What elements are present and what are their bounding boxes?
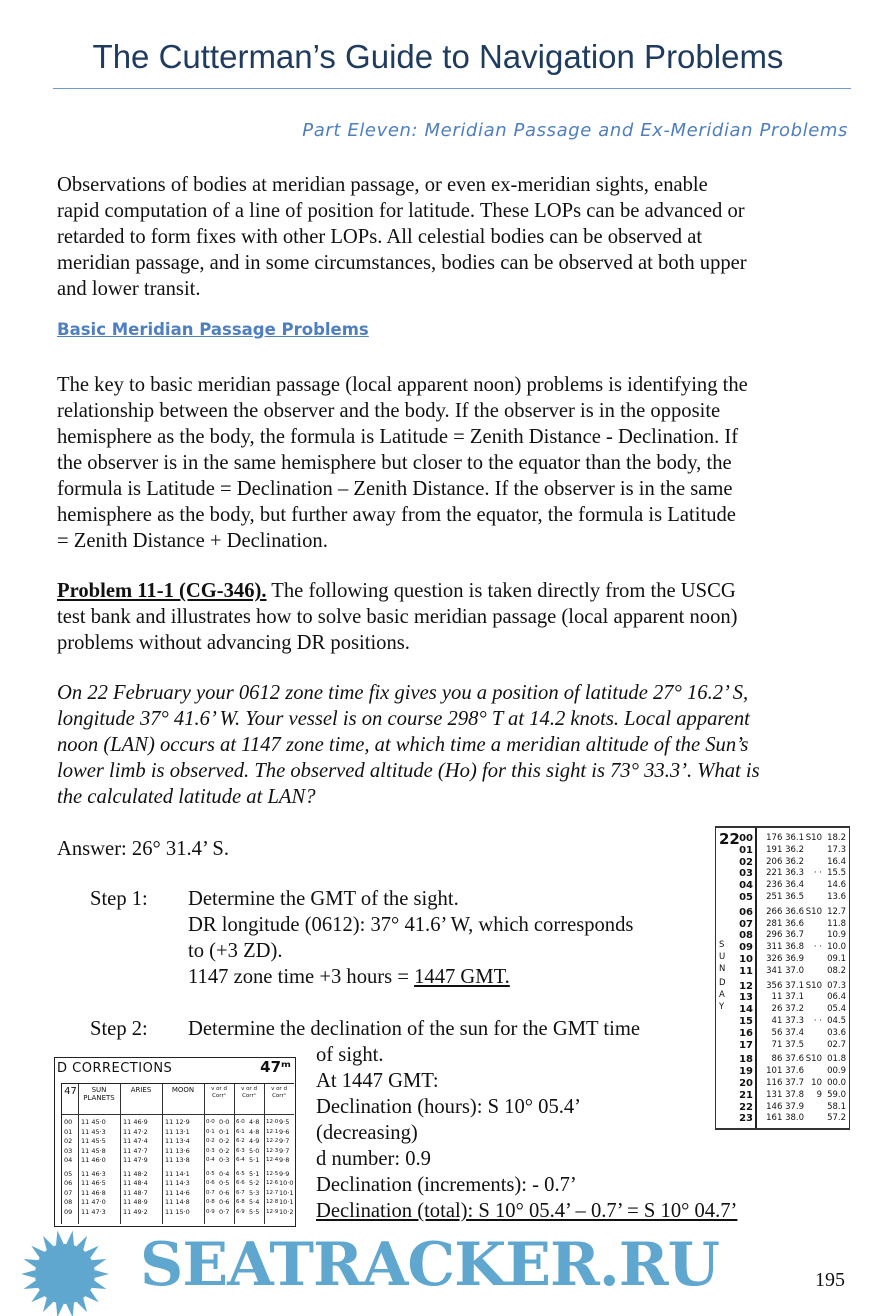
sun-ray — [56, 1303, 64, 1316]
almanac-row — [716, 1004, 849, 1015]
value: 5·1 — [249, 1169, 260, 1178]
almanac-row — [716, 845, 849, 856]
declination-value: 08.2 — [827, 965, 846, 976]
sun-ray — [92, 1281, 107, 1290]
gha-value: 131 37.8 — [766, 1089, 804, 1100]
sun-ray — [66, 1303, 74, 1316]
basic-paragraph — [57, 372, 748, 554]
dec-marker: S10 — [805, 980, 822, 991]
value: 12·0 — [266, 1119, 279, 1125]
almanac-row — [716, 1102, 849, 1113]
value: 0·7 — [206, 1189, 215, 1196]
column-header: 47 — [64, 1086, 77, 1097]
hour: 00 — [739, 833, 753, 844]
declination-value: 12.7 — [827, 906, 846, 917]
value: 0·0 — [219, 1118, 230, 1126]
step1-line: Determine the GMT of the sight. — [188, 888, 459, 910]
sun-ray — [21, 1270, 35, 1278]
day-letter: D — [719, 978, 726, 989]
gha-value: 311 36.8 — [766, 942, 804, 953]
value: 0·2 — [219, 1146, 230, 1155]
question-line: On 22 February your 0612 zone time fix gives you a position of latitude 27° 16.2’ S, — [57, 682, 749, 704]
almanac-row — [716, 1054, 849, 1065]
value: 11 13·6 — [165, 1146, 190, 1155]
value: 12·2 — [266, 1138, 279, 1144]
value: 6·5 — [236, 1170, 245, 1177]
dec-marker: · · — [813, 1016, 822, 1026]
declination-value: 02.7 — [827, 1039, 846, 1050]
increments-corrections-table — [54, 1057, 296, 1227]
gha-value: 161 38.0 — [766, 1113, 804, 1124]
value: 9·7 — [279, 1137, 290, 1145]
value: 10·0 — [279, 1179, 294, 1187]
value: 11 47·0 — [81, 1198, 106, 1206]
value: 12·7 — [266, 1189, 279, 1196]
sun-logo-icon — [0, 1228, 140, 1316]
value: 12·6 — [266, 1180, 279, 1186]
hour: 01 — [739, 844, 753, 856]
step2-first-line: Determine the declination of the sun for the GMT time — [188, 1018, 640, 1040]
value: 11 14·8 — [165, 1198, 190, 1206]
almanac-row — [716, 930, 849, 941]
part-subtitle: Part Eleven: Meridian Passage and Ex-Meridian Problems — [302, 120, 848, 141]
value: 0·8 — [206, 1199, 215, 1205]
corrections-row — [62, 1156, 294, 1165]
gha-value: 191 36.2 — [766, 844, 804, 855]
dec-marker: · · — [813, 942, 822, 953]
declination-value: 00.0 — [827, 1078, 846, 1088]
declination-value: 13.6 — [827, 892, 846, 902]
step1-body — [188, 886, 633, 964]
question-line: lower limb is observed. The observed altitude (Ho) for this sight is 73° 33.3’. What is — [57, 760, 760, 782]
declination-value: 14.6 — [827, 880, 846, 891]
sun-ray — [24, 1259, 39, 1268]
almanac-row — [716, 857, 849, 868]
section-heading: Basic Meridian Passage Problems — [57, 320, 369, 339]
corrections-row — [62, 1118, 294, 1127]
gha-value: 116 37.7 — [766, 1078, 804, 1088]
value: 11 46·9 — [123, 1118, 148, 1126]
value: 11 47·3 — [81, 1207, 106, 1216]
almanac-row — [716, 992, 849, 1003]
step1-line: DR longitude (0612): 37° 41.6’ W, which corresponds — [188, 914, 634, 936]
value: 0·2 — [206, 1138, 215, 1144]
hour: 02 — [739, 856, 753, 868]
dec-marker: S10 — [805, 833, 822, 843]
value: 0·1 — [206, 1128, 215, 1135]
value: 4·8 — [249, 1118, 260, 1126]
value: 10·1 — [279, 1198, 294, 1206]
gha-value: 11 37.1 — [771, 992, 804, 1003]
value: 11 14·3 — [165, 1179, 190, 1187]
value: 0·4 — [219, 1169, 230, 1178]
value: 6·7 — [236, 1189, 245, 1196]
declination-value: 15.5 — [827, 868, 846, 879]
question-line: longitude 37° 41.6’ W. Your vessel is on course 298° T at 14.2 knots. Local apparent — [57, 708, 750, 730]
value: 11 49·2 — [123, 1207, 148, 1216]
gha-value: 281 36.6 — [766, 918, 804, 929]
text-line: meridian passage, and in some circumstances, bodies can be observed at both upper — [57, 252, 747, 274]
sun-ray — [24, 1281, 39, 1290]
value: 9·5 — [279, 1118, 290, 1126]
hour: 09 — [739, 942, 753, 954]
text-line: rapid computation of a line of position for latitude. These LOPs can be advanced or — [57, 200, 745, 222]
value: 11 46·5 — [81, 1179, 106, 1187]
value: 11 46·0 — [81, 1156, 106, 1164]
gha-value: 41 37.3 — [771, 1016, 804, 1026]
value: 11 48·2 — [123, 1169, 148, 1178]
watermark-text: SEATRACKER.RU — [140, 1230, 719, 1300]
value: 11 45·3 — [81, 1127, 106, 1136]
seconds: 00 — [64, 1118, 73, 1126]
problem-text: The following question is taken directly from the USCG — [266, 580, 736, 602]
gha-value: 71 37.5 — [771, 1039, 804, 1050]
hour: 10 — [739, 954, 753, 965]
value: 0·6 — [206, 1180, 215, 1186]
seconds: 02 — [64, 1137, 73, 1145]
value: 0·4 — [206, 1157, 215, 1163]
seconds: 06 — [64, 1179, 73, 1187]
seconds: 04 — [64, 1156, 73, 1164]
hour: 11 — [739, 965, 753, 977]
corrections-row — [62, 1137, 294, 1146]
value: 9·9 — [279, 1169, 290, 1178]
declination-value: 09.1 — [827, 954, 846, 964]
almanac-row — [716, 1113, 849, 1124]
almanac-row — [716, 907, 849, 918]
gha-value: 176 36.1 — [766, 833, 804, 843]
gha-value: 251 36.5 — [766, 892, 804, 902]
column-header: v or d Corrⁿ — [241, 1086, 257, 1099]
text-line: the observer is in the same hemisphere but closer to the equator than the body, the — [57, 452, 732, 474]
gha-value: 236 36.4 — [766, 880, 804, 891]
problem-text: problems without advancing DR positions. — [57, 632, 410, 654]
hour: 20 — [739, 1078, 753, 1089]
value: 11 47·4 — [123, 1137, 148, 1145]
seconds: 03 — [64, 1146, 73, 1155]
almanac-row — [716, 1078, 849, 1089]
hour: 23 — [739, 1113, 753, 1125]
text-line: retarded to form fixes with other LOPs. All celestial bodies can be observed at — [57, 226, 703, 248]
almanac-row — [716, 1028, 849, 1039]
declination-value: 59.0 — [827, 1089, 846, 1100]
declination-value: 06.4 — [827, 992, 846, 1003]
hour: 14 — [739, 1004, 753, 1016]
value: 10·2 — [279, 1207, 294, 1216]
value: 6·2 — [236, 1138, 245, 1144]
declination-value: 03.6 — [827, 1027, 846, 1038]
step1-label: Step 1: — [90, 888, 148, 910]
column-header: ARIES — [130, 1086, 152, 1094]
corrections-grid — [61, 1083, 294, 1224]
almanac-sun-table — [715, 826, 850, 1130]
almanac-row — [716, 833, 849, 844]
value: 11 13·4 — [165, 1137, 190, 1145]
value: 11 12·9 — [165, 1118, 190, 1126]
value: 11 48·7 — [123, 1188, 148, 1197]
value: 5·2 — [249, 1179, 260, 1187]
dec-marker: S10 — [805, 906, 822, 917]
gha-value: 26 37.2 — [771, 1004, 804, 1015]
almanac-row — [716, 942, 849, 953]
dec-marker: S10 — [805, 1054, 822, 1065]
text-line: hemisphere as the body, the formula is Latitude = Zenith Distance - Declination. If — [57, 426, 739, 448]
corrections-row — [62, 1208, 294, 1217]
problem-question — [57, 680, 760, 810]
value: 6·1 — [236, 1128, 245, 1135]
value: 5·1 — [249, 1156, 260, 1164]
almanac-row — [716, 880, 849, 891]
question-line: the calculated latitude at LAN? — [57, 786, 316, 808]
value: 12·5 — [266, 1170, 279, 1177]
gha-value: 56 37.4 — [771, 1027, 804, 1038]
value: 11 45·0 — [81, 1118, 106, 1126]
value: 6·4 — [236, 1157, 245, 1163]
value: 0·5 — [206, 1170, 215, 1177]
gmt-calc: 1147 zone time +3 hours = — [188, 966, 415, 988]
value: 11 13·1 — [165, 1127, 190, 1136]
value: 5·0 — [249, 1146, 260, 1155]
hour: 03 — [739, 868, 753, 880]
dec-marker: · · — [813, 868, 822, 879]
column-header: SUN PLANETS — [83, 1086, 115, 1102]
sun-ray — [56, 1231, 64, 1246]
gha-value: 326 36.9 — [766, 954, 804, 964]
text-line: The key to basic meridian passage (local apparent noon) problems is identifying the — [57, 374, 748, 396]
hour: 12 — [739, 980, 753, 992]
text-line: hemisphere as the body, but further away from the equator, the formula is Latitude — [57, 504, 736, 526]
day-letter: N — [719, 963, 726, 974]
value: 0·6 — [219, 1188, 230, 1197]
value: 4·9 — [249, 1137, 260, 1145]
declination-value: 07.3 — [827, 980, 846, 991]
almanac-row — [716, 919, 849, 930]
gha-value: 296 36.7 — [766, 930, 804, 941]
gha-value: 146 37.9 — [766, 1101, 804, 1112]
value: 0·7 — [219, 1207, 230, 1216]
value: 4·8 — [249, 1127, 260, 1136]
question-line: noon (LAN) occurs at 1147 zone time, at which time a meridian altitude of the Sun’s — [57, 734, 749, 756]
value: 6·6 — [236, 1180, 245, 1186]
declination-value: 04.5 — [827, 1016, 846, 1026]
gha-value: 266 36.6 — [766, 906, 804, 917]
step2-line: At 1447 GMT: — [316, 1070, 439, 1092]
text-line: = Zenith Distance + Declination. — [57, 530, 328, 552]
hour: 07 — [739, 918, 753, 930]
almanac-row — [716, 1090, 849, 1101]
value: 11 45·5 — [81, 1137, 106, 1145]
value: 0·0 — [206, 1119, 215, 1125]
value: 11 46·3 — [81, 1169, 106, 1178]
value: 0·2 — [219, 1137, 230, 1145]
column-header: MOON — [171, 1086, 195, 1094]
value: 12·1 — [266, 1128, 279, 1135]
gmt-result: 1447 GMT. — [414, 966, 510, 988]
almanac-row — [716, 868, 849, 879]
almanac-row — [716, 892, 849, 903]
declination-value: 17.3 — [827, 844, 846, 855]
declination-value: 10.0 — [827, 942, 846, 953]
text-line: Observations of bodies at meridian passage, or even ex-meridian sights, enable — [57, 174, 708, 196]
gha-value: 86 37.6 — [771, 1054, 804, 1065]
declination-value: 57.2 — [827, 1113, 846, 1124]
problem-paragraph — [57, 578, 738, 656]
almanac-row — [716, 1066, 849, 1077]
value: 6·9 — [236, 1208, 245, 1215]
hour: 18 — [739, 1054, 753, 1066]
step2-line: Declination (increments): - 0.7’ — [316, 1174, 577, 1196]
value: 10·1 — [279, 1188, 294, 1197]
value: 0·1 — [219, 1127, 230, 1136]
corrections-row — [62, 1147, 294, 1156]
watermark — [0, 1228, 876, 1316]
value: 0·9 — [206, 1208, 215, 1215]
almanac-day-number: 22 — [719, 830, 740, 848]
dec-marker: 9 — [816, 1089, 822, 1100]
seconds: 09 — [64, 1207, 73, 1216]
day-letter: S — [719, 940, 725, 950]
corrections-row — [62, 1170, 294, 1179]
corrections-row — [62, 1179, 294, 1188]
seconds: 08 — [64, 1198, 73, 1206]
value: 9·8 — [279, 1156, 290, 1164]
step2-line: of sight. — [316, 1044, 384, 1066]
page-header-title: The Cutterman’s Guide to Navigation Problems — [92, 38, 784, 75]
column-header: v or d Corrⁿ — [211, 1086, 227, 1099]
value: 12·8 — [266, 1199, 279, 1205]
problem-text: test bank and illustrates how to solve basic meridian passage (local apparent noon) — [57, 606, 738, 628]
declination-value: 18.2 — [827, 833, 846, 843]
value: 11 13·8 — [165, 1156, 190, 1164]
step1-line: to (+3 ZD). — [188, 940, 283, 962]
value: 9·7 — [279, 1146, 290, 1155]
value: 12·3 — [266, 1147, 279, 1154]
value: 11 47·2 — [123, 1127, 148, 1136]
declination-value: 16.4 — [827, 856, 846, 867]
almanac-row — [716, 951, 849, 965]
value: 9·6 — [279, 1127, 290, 1136]
value: 11 14·1 — [165, 1169, 190, 1178]
step1-gmt-line — [188, 964, 510, 990]
hour: 08 — [739, 930, 753, 942]
almanac-row — [716, 1016, 849, 1027]
gha-value: 341 37.0 — [766, 965, 804, 976]
gha-value: 101 37.6 — [766, 1066, 804, 1077]
value: 11 48·4 — [123, 1179, 148, 1187]
value: 11 15·0 — [165, 1207, 190, 1216]
value: 5·4 — [249, 1198, 260, 1206]
value: 12·9 — [266, 1208, 279, 1215]
answer: Answer: 26° 31.4’ S. — [57, 838, 230, 860]
value: 0·6 — [219, 1198, 230, 1206]
seconds: 05 — [64, 1169, 73, 1178]
column-header: v or d Corrⁿ — [271, 1086, 287, 1099]
step2-body — [316, 1042, 581, 1198]
hour: 13 — [739, 992, 753, 1004]
corrections-row — [62, 1198, 294, 1207]
corrections-row — [62, 1189, 294, 1198]
value: 6·3 — [236, 1147, 245, 1154]
corrections-row — [62, 1128, 294, 1137]
declination-value: 00.9 — [827, 1066, 846, 1077]
hour: 19 — [739, 1066, 753, 1078]
gha-value: 356 37.1 — [766, 980, 804, 991]
header-divider — [62, 1114, 294, 1115]
declination-value: 10.9 — [827, 930, 846, 941]
declination-value: 05.4 — [827, 1004, 846, 1015]
day-letter: U — [719, 951, 726, 962]
value: 12·4 — [266, 1157, 279, 1163]
value: 6·8 — [236, 1199, 245, 1205]
almanac-row — [716, 963, 849, 977]
value: 11 48·9 — [123, 1198, 148, 1206]
declination-total: Declination (total): S 10° 05.4’ – 0.7’ = S 10° 04.7’ — [316, 1200, 738, 1222]
hour: 05 — [739, 892, 753, 903]
corrections-minute: 47ᵐ — [260, 1058, 291, 1076]
step2-label: Step 2: — [90, 1018, 148, 1040]
hour: 04 — [739, 880, 753, 892]
almanac-row — [716, 981, 849, 992]
gha-value: 206 36.2 — [766, 856, 804, 867]
hour: 22 — [739, 1101, 753, 1113]
value: 11 47·9 — [123, 1156, 148, 1164]
value: 0·3 — [206, 1147, 215, 1154]
text-line: and lower transit. — [57, 278, 201, 300]
hour: 17 — [739, 1039, 753, 1051]
day-letter: Y — [719, 1002, 725, 1012]
hour: 16 — [739, 1027, 753, 1039]
step2-line: (decreasing) — [316, 1122, 418, 1144]
day-letter: A — [719, 990, 725, 1001]
value: 6·0 — [236, 1119, 245, 1125]
text-line: formula is Latitude = Declination – Zenith Distance. If the observer is in the same — [57, 478, 733, 500]
hour: 15 — [739, 1016, 753, 1027]
value: 0·5 — [219, 1179, 230, 1187]
sun-ray — [92, 1259, 107, 1268]
value: 11 45·8 — [81, 1146, 106, 1155]
header-divider — [53, 88, 851, 89]
value: 11 46·8 — [81, 1188, 106, 1197]
almanac-row — [716, 1040, 849, 1051]
step2-line: Declination (hours): S 10° 05.4’ — [316, 1096, 582, 1118]
hour: 06 — [739, 906, 753, 918]
page-number: 195 — [815, 1269, 845, 1291]
declination-value: 58.1 — [827, 1101, 846, 1112]
seconds: 07 — [64, 1188, 73, 1197]
hour: 21 — [739, 1089, 753, 1101]
value: 11 14·6 — [165, 1188, 190, 1197]
value: 0·3 — [219, 1156, 230, 1164]
declination-value: 01.8 — [827, 1054, 846, 1065]
problem-label: Problem 11-1 (CG-346). — [57, 580, 267, 602]
seconds: 01 — [64, 1127, 73, 1136]
gha-value: 221 36.3 — [766, 868, 804, 879]
corrections-title: D CORRECTIONS — [57, 1061, 173, 1076]
sun-ray — [66, 1231, 74, 1246]
text-line: relationship between the observer and the body. If the observer is in the opposite — [57, 400, 721, 422]
step2-line: d number: 0.9 — [316, 1148, 431, 1170]
intro-paragraph — [57, 172, 747, 302]
dec-marker: 10 — [811, 1078, 822, 1088]
value: 5·5 — [249, 1207, 260, 1216]
sun-ray — [95, 1270, 109, 1278]
value: 11 47·7 — [123, 1146, 148, 1155]
value: 5·3 — [249, 1188, 260, 1197]
declination-value: 11.8 — [827, 918, 846, 929]
